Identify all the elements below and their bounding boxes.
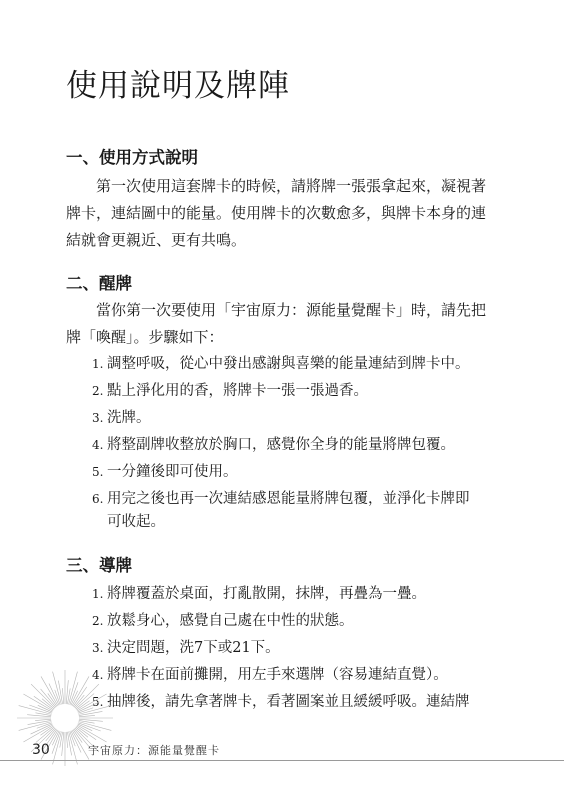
paragraph-line: 當你第一次要使用「宇宙原力：源能量覺醒卡」時，請先把 — [96, 301, 487, 319]
list-item — [92, 380, 502, 403]
usage-paragraph — [66, 173, 496, 254]
list-item — [92, 353, 502, 376]
paragraph-line: 牌卡，連結圖中的能量。使用牌卡的次數愈多，與牌卡本身的連 — [66, 204, 487, 222]
step-text: 抽牌後，請先拿著牌卡，看著圖案並且緩緩呼吸。連結牌 — [107, 694, 470, 710]
list-item — [92, 488, 502, 534]
step-number: 5. — [92, 465, 104, 479]
paragraph-line: 第一次使用這套牌卡的時候，請將牌一張張拿起來，凝視著 — [96, 177, 487, 195]
step-text: 將牌覆蓋於桌面，打亂散開，抹牌，再疊為一疊。 — [107, 586, 426, 602]
paragraph-line: 牌「喚醒」。步驟如下： — [66, 328, 224, 346]
step-number: 2. — [92, 614, 104, 628]
step-text: 一分鐘後即可使用。 — [107, 464, 238, 480]
list-item — [92, 664, 502, 687]
step-text: 將牌卡在面前攤開，用左手來選牌（容易連結直覺）。 — [107, 667, 448, 683]
step-text: 決定問題，洗7下或21下。 — [107, 640, 280, 656]
step-text: 洗牌。 — [107, 410, 151, 426]
step-number: 1. — [92, 357, 104, 371]
awaken-paragraph — [66, 297, 496, 351]
step-text: 用完之後也再一次連結感恩能量將牌包覆，並淨化卡牌即 — [107, 491, 470, 507]
step-text: 放鬆身心，感覺自己處在中性的狀態。 — [107, 613, 354, 629]
list-item — [92, 461, 502, 484]
footer-rule — [0, 760, 564, 761]
list-item — [92, 583, 502, 606]
list-item — [92, 407, 502, 430]
step-number: 4. — [92, 668, 104, 682]
step-text: 調整呼吸，從心中發出感謝與喜樂的能量連結到牌卡中。 — [107, 356, 470, 372]
step-text-continued: 可收起。 — [107, 514, 165, 530]
list-item — [92, 637, 502, 660]
list-item — [92, 691, 502, 714]
step-number: 5. — [92, 695, 104, 709]
list-item — [92, 434, 502, 457]
step-number: 4. — [92, 438, 104, 452]
step-number: 1. — [92, 587, 104, 601]
page-title: 使用說明及牌陣 — [66, 68, 290, 104]
paragraph-line: 結就會更親近、更有共鳴。 — [66, 231, 247, 249]
page-number: 30 — [32, 742, 50, 758]
step-text: 點上淨化用的香，將牌卡一張一張過香。 — [107, 383, 368, 399]
section-heading-usage: 一、使用方式說明 — [66, 148, 198, 167]
list-item — [92, 610, 502, 633]
guide-steps-list — [92, 583, 502, 718]
section-heading-guide: 三、導牌 — [66, 556, 132, 575]
step-number: 6. — [92, 492, 104, 506]
running-title: 宇宙原力：源能量覺醒卡 — [88, 744, 220, 757]
step-number: 3. — [92, 641, 104, 655]
step-number: 3. — [92, 411, 104, 425]
awaken-steps-list — [92, 353, 502, 538]
step-number: 2. — [92, 384, 104, 398]
section-heading-awaken: 二、醒牌 — [66, 274, 132, 293]
step-text: 將整副牌收整放於胸口，感覺你全身的能量將牌包覆。 — [107, 437, 455, 453]
